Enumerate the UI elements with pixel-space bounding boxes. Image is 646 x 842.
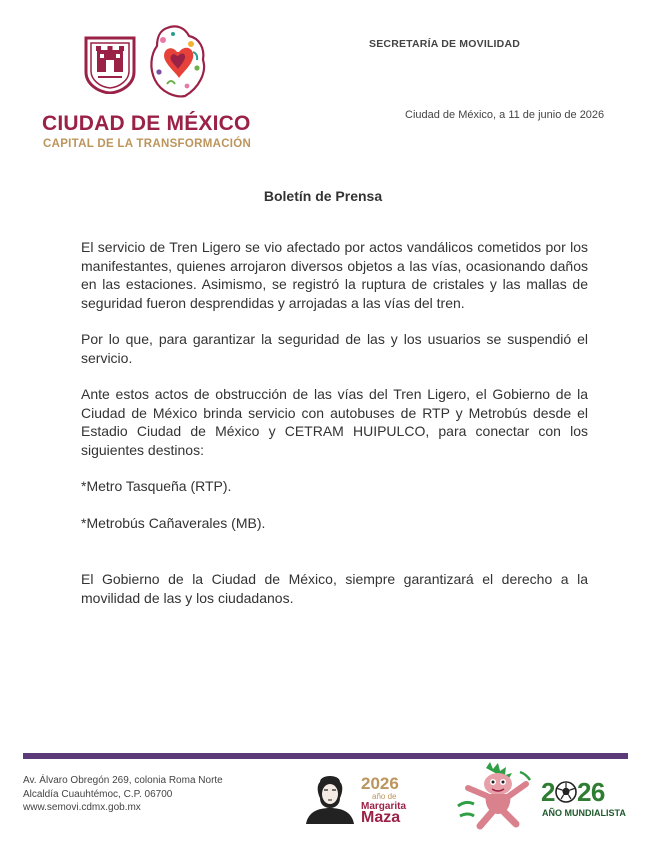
address-line: Av. Álvaro Obregón 269, colonia Roma Norte [23,775,223,786]
document-date: Ciudad de México, a 11 de junio de 2026 [405,109,605,121]
mundial-label: AÑO MUNDIALISTA [542,808,626,818]
mundial-mascot-icon [456,762,538,830]
closing-paragraph: El Gobierno de la Ciudad de México, siempre garantizará el derecho a la movilidad de las y los ciudadanos. [81,571,588,606]
paragraph-3: Ante estos actos de obstrucción de las vías del Tren Ligero, el Gobierno de la Ciudad de México brinda servicio con autobuses de RTP y Metrobús desde el Estadio Ciudad de México y CETRAM HUIPULCO, para conectar con los siguientes destinos: [81,386,588,458]
logo-title: CIUDAD DE MÉXICO [42,112,251,135]
margarita-first-name: Margarita [361,801,407,812]
dependency-name: SECRETARÍA DE MOVILIDAD [369,38,521,50]
document-body [81,238,588,607]
website-link[interactable]: www.semovi.cdmx.gob.mx [23,802,141,813]
margarita-ano-de: año de [372,792,397,801]
margarita-maza-portrait-icon [302,772,360,824]
margarita-last-name: Maza [361,809,401,826]
cdmx-shield-logo [84,36,136,94]
mundial-year-suffix: 26 [576,777,605,807]
destination-item: *Metrobús Cañaverales (MB). [81,514,266,531]
paragraph-1: El servicio de Tren Ligero se vio afectado por actos vandálicos cometidos por los manifestantes, quienes arrojaron diversos objetos a las vías, ocasionando daños en las estaciones. Asimismo, se registró la ruptura de cristales y las mallas de seguridad fueron desprendidas y arrojadas a las vías del tren. [81,239,588,311]
footer-divider-bar [23,753,628,759]
margarita-year: 2026 [361,774,399,793]
soccer-ball-icon [555,781,577,803]
paragraph-2: Por lo que, para garantizar la seguridad de las y los usuarios se suspendió el servicio. [81,331,588,366]
destination-item: *Metro Tasqueña (RTP). [81,478,232,494]
address-line: Alcaldía Cuauhtémoc, C.P. 06700 [23,788,173,800]
footer-address [23,774,223,815]
mundial-year-prefix: 2 [541,777,555,807]
cdmx-heart-map-logo [147,22,209,100]
mundial-year [541,779,605,805]
document-title: Boletín de Prensa [263,188,383,204]
logo-subtitle: CAPITAL DE LA TRANSFORMACIÓN [43,138,252,150]
